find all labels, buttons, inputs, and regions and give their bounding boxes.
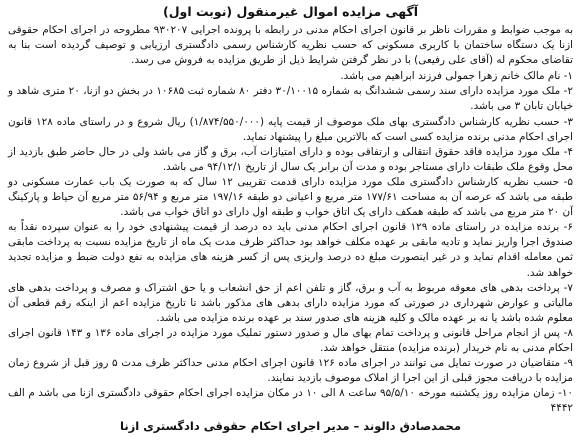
notice-item-8: ۸- پس از انجام مراحل قانونی و پرداخت تمام بهای مال و صدور دستور تملیک مورد مزایده در اجرای ماده ۱۳۶ و ۱۴۳ قانون اجرای احکام مدنی به نام خریدار (برنده مزایده) منتقل خواهد شد. [8,326,573,354]
notice-item-2: ۲- ملک مورد مزایده دارای سند رسمی ششدانگ به شماره ۳۰/۱۰۰۱۵ دفتر ۸۰ شماره ثبت ۱۰۶۸۵ در بخش دو ازنا، ۲۰ متری شاهد و خیابان تابان ۳ می باشد. [8,85,573,113]
notice-item-4: ۴- ملک مورد مزایده فاقد حقوق انتقالی و ارتفاقی بوده و دارای امتیازات آب، برق و گاز می باشد ولی در حال حاضر طبق بازدید از محل وقوع ملک طبقات دارای مستاجر بوده و مدت آن برابر یک سال از تاریخ ۹۴/۱۲/۱ می باشد. [8,145,573,173]
notice-items [8,69,573,416]
notice-item-10: ۱۰- زمان مزایده روز یکشنبه مورخه ۹۵/۵/۱۰ ساعت ۸ الی ۱۰ در مکان مزایده اجرای احکام حقوقی دادگستری ازنا می باشد م الف ۴۴۴۲ [8,387,573,415]
notice-item-1: ۱- نام مالک خانم زهرا جمولی فرزند ابراهیم می باشد. [340,70,573,83]
notice-item-5: ۵- حسب نظریه کارشناس دادگستری ملک مورد مزایده دارای قدمت تقریبی ۱۲ سال که به صورت یک باب عمارت مسکونی دو طبقه می باشد که عرصه آن به مساحت ۱۷۷/۶۱ متر مربع و اعیانی دو طبقه ۱۹۷/۱۶ متر مربع و ۵۶/۹۴ متر مربع آن حیاط و پارکینگ آن ۲۰ متر مربع می باشد که طبقه همکف دارای یک اتاق خواب و طبقه اول دارای دو اتاق خواب می باشد. [8,175,573,219]
notice-item-9: ۹- متقاضیان در صورت تمایل می توانند در اجرای ماده ۱۲۶ قانون اجرای احکام مدنی حداکثر ظرف مدت ۵ روز قبل از شروع زمان مزایده با دریافت مجوز قبلی از این اجرا از املاک موصوف بازدید نمایند. [8,357,573,385]
notice-intro: به موجب ضوابط و مقررات ناظر بر قانون اجرای احکام مدنی در رابطه با پرونده اجرایی ۹۳۰۲۰۷ مطروحه در اجرای احکام حقوقی ازنا یک دستگاه ساختمان با کاربری مسکونی که حسب نظریه کارشناس رسمی دادگستری ارزیابی و توصیف گردیده است بنا به تقاضای محکوم له (آقای علی رفیعی) با در نظر گرفتن شرایط ذیل از طریق مزایده به فروش می رسد. [8,24,573,67]
notice-signature: محمدصادق دالوند – مدیر اجرای احکام حقوقی دادگستری ازنا [120,419,461,434]
notice-item-6: ۶- برنده مزایده در راستای ماده ۱۲۹ قانون اجرای احکام مدنی باید ده درصد از قیمت پیشنهادی خود را به عنوان سپرده نقداً به صندوق اجرا واریز نماید و تادیه مابقی بر عهده مکلف خواهد بود حداکثر ظرف مدت یک ماه از تاریخ مزایده نسبت به پرداخت مابقی ثمن معامله اقدام نماید و در غیر اینصورت مبلغ ده درصد واریزی پس از کسر هزینه های مزایده به نفع دولت ضبط و مزایده تجدید خواهد شد. [8,221,573,279]
notice-item-3: ۳- حسب نظریه کارشناس دادگستری بهای ملک موصوف از قیمت پایه (۱/۸۷۴/۵۵۰/۰۰۰) ریال شروع و در راستای ماده ۱۲۸ قانون اجرای احکام مدنی برنده مزایده کسی است که بالاترین مبلغ را پیشنهاد نماید. [8,115,574,143]
notice-item-7: ۷- پرداخت بدهی های معوقه مربوط به آب و برق، گاز و تلفن اعم از حق انشعاب و یا حق اشتراک و مصرف و پرداخت بدهی های مالیاتی و عوارض شهرداری در صورتی که مورد مزایده دارای بدهی های مذکور باشد تا تاریخ مزایده اعم از اینکه رقم قطعی آن معلوم شده باشد یا نه بر عهده مالک و کلیه هزینه های صدور سند بر عهده برنده مزایده می باشد. [8,281,573,324]
notice-title: آگهی مزایده اموال غیرمنقول (نوبت اول) [162,4,419,19]
